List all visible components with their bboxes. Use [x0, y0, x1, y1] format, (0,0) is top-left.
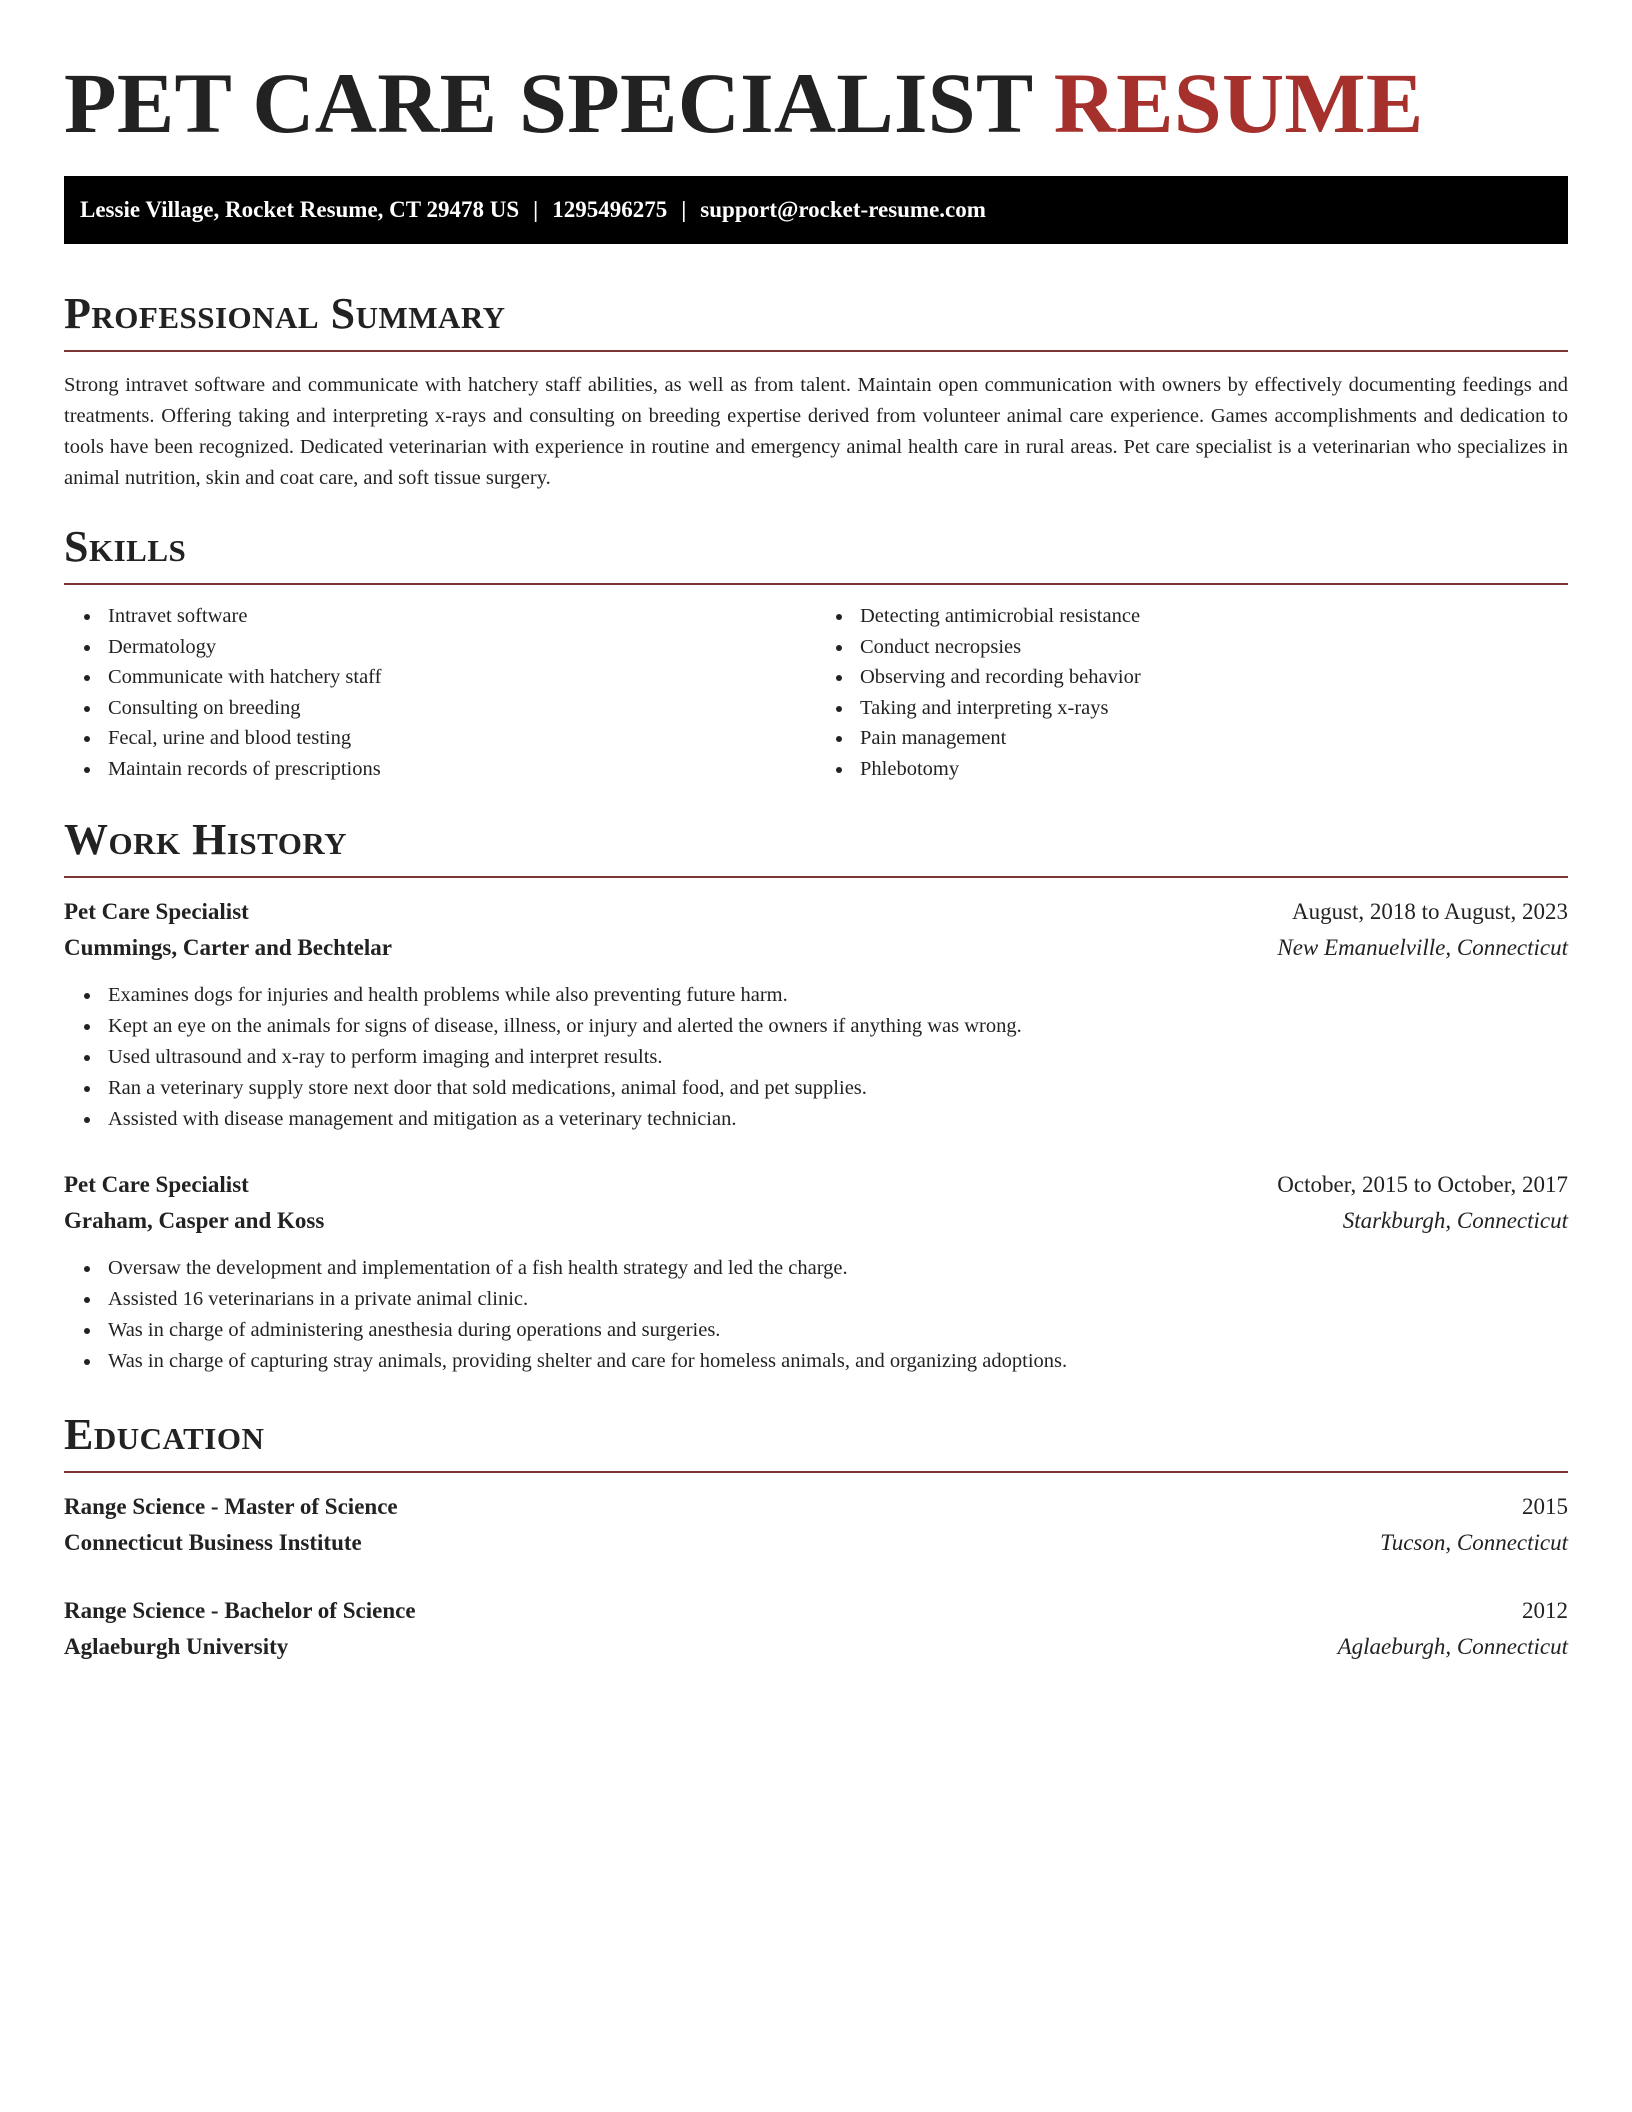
section-heading: Work History: [64, 815, 348, 864]
school-name: Connecticut Business Institute: [64, 1530, 362, 1555]
skill-item: Detecting antimicrobial resistance: [860, 601, 1568, 632]
job-duty-item: Ran a veterinary supply store next door that sold medications, animal food, and pet supplies.: [108, 1073, 1568, 1104]
section-heading: Skills: [64, 522, 187, 571]
skill-item: Maintain records of prescriptions: [108, 754, 816, 785]
job-title: Pet Care Specialist: [64, 899, 249, 924]
summary-section: [64, 289, 1568, 494]
section-divider: [64, 350, 1568, 352]
school-name: Aglaeburgh University: [64, 1634, 289, 1659]
skill-item: Consulting on breeding: [108, 693, 816, 724]
job-location: Starkburgh, Connecticut: [1342, 1208, 1568, 1233]
title-main: PET CARE SPECIALIST: [64, 55, 1032, 151]
job-duty-item: Oversaw the development and implementation of a fish health strategy and led the charge.: [108, 1253, 1568, 1284]
job-duty-item: Assisted 16 veterinarians in a private animal clinic.: [108, 1284, 1568, 1315]
graduation-year: 2015: [1522, 1494, 1568, 1519]
school-location: Tucson, Connecticut: [1380, 1530, 1568, 1555]
job-duty-item: Was in charge of capturing stray animals, providing shelter and care for homeless animals, and organizing adoptions.: [108, 1346, 1568, 1377]
skill-item: Communicate with hatchery staff: [108, 662, 816, 693]
contact-separator: |: [681, 197, 687, 222]
skill-item: Intravet software: [108, 601, 816, 632]
contact-bar: [64, 176, 1568, 244]
skills-list-right: [816, 601, 1568, 784]
skills-columns: [64, 601, 1568, 784]
job-duty-item: Assisted with disease management and mitigation as a veterinary technician.: [108, 1104, 1568, 1135]
job-duty-item: Was in charge of administering anesthesia during operations and surgeries.: [108, 1315, 1568, 1346]
job-duty-item: Examines dogs for injuries and health problems while also preventing future harm.: [108, 980, 1568, 1011]
job-dates: August, 2018 to August, 2023: [1291, 899, 1568, 924]
job-duties: [64, 980, 1568, 1135]
degree: Range Science - Bachelor of Science: [64, 1598, 416, 1623]
work-section: [64, 815, 1568, 1377]
job-title: Pet Care Specialist: [64, 1172, 249, 1197]
title-accent: RESUME: [1053, 55, 1424, 151]
summary-text: Strong intravet software and communicate with hatchery staff abilities, as well as from talent. Maintain open communication with owners by effectively documenting feedings and treatments. Offering taking and interpreting x-rays and consulting on breeding expertise derived from volunteer animal care experience. Games accomplishments and dedication to tools have been recognized. Dedicated veterinarian with experience in routine and emergency animal health care in rural areas. Pet care specialist is a veterinarian who specializes in animal nutrition, skin and coat care, and soft tissue surgery.: [64, 374, 1568, 489]
skill-item: Pain management: [860, 723, 1568, 754]
job-entry: [64, 894, 1568, 1135]
skill-item: Observing and recording behavior: [860, 662, 1568, 693]
skill-item: Dermatology: [108, 632, 816, 663]
skills-section: [64, 522, 1568, 784]
section-heading: Education: [64, 1410, 265, 1459]
education-section: [64, 1410, 1568, 1665]
skill-item: Conduct necropsies: [860, 632, 1568, 663]
job-duty-item: Kept an eye on the animals for signs of disease, illness, or injury and alerted the owners if anything was wrong.: [108, 1011, 1568, 1042]
skill-item: Taking and interpreting x-rays: [860, 693, 1568, 724]
job-entry: [64, 1167, 1568, 1377]
job-company: Cummings, Carter and Bechtelar: [64, 935, 392, 960]
section-divider: [64, 583, 1568, 585]
degree: Range Science - Master of Science: [64, 1494, 398, 1519]
contact-separator: |: [533, 197, 539, 222]
contact-phone[interactable]: 1295496275: [552, 197, 668, 222]
skill-item: Phlebotomy: [860, 754, 1568, 785]
skills-list-left: [64, 601, 816, 784]
graduation-year: 2012: [1522, 1598, 1568, 1623]
contact-address: Lessie Village, Rocket Resume, CT 29478 US: [80, 197, 520, 222]
education-entry: [64, 1489, 1568, 1561]
job-duties: [64, 1253, 1568, 1377]
section-divider: [64, 876, 1568, 878]
resume-title: [64, 52, 1424, 155]
education-entry: [64, 1593, 1568, 1665]
section-divider: [64, 1471, 1568, 1473]
job-duty-item: Used ultrasound and x-ray to perform imaging and interpret results.: [108, 1042, 1568, 1073]
school-location: Aglaeburgh, Connecticut: [1337, 1634, 1568, 1659]
job-location: New Emanuelville, Connecticut: [1277, 935, 1568, 960]
job-dates: October, 2015 to October, 2017: [1277, 1172, 1568, 1197]
contact-email[interactable]: support@rocket-resume.com: [700, 197, 986, 222]
skill-item: Fecal, urine and blood testing: [108, 723, 816, 754]
section-heading: Professional Summary: [64, 289, 506, 338]
job-company: Graham, Casper and Koss: [64, 1208, 325, 1233]
